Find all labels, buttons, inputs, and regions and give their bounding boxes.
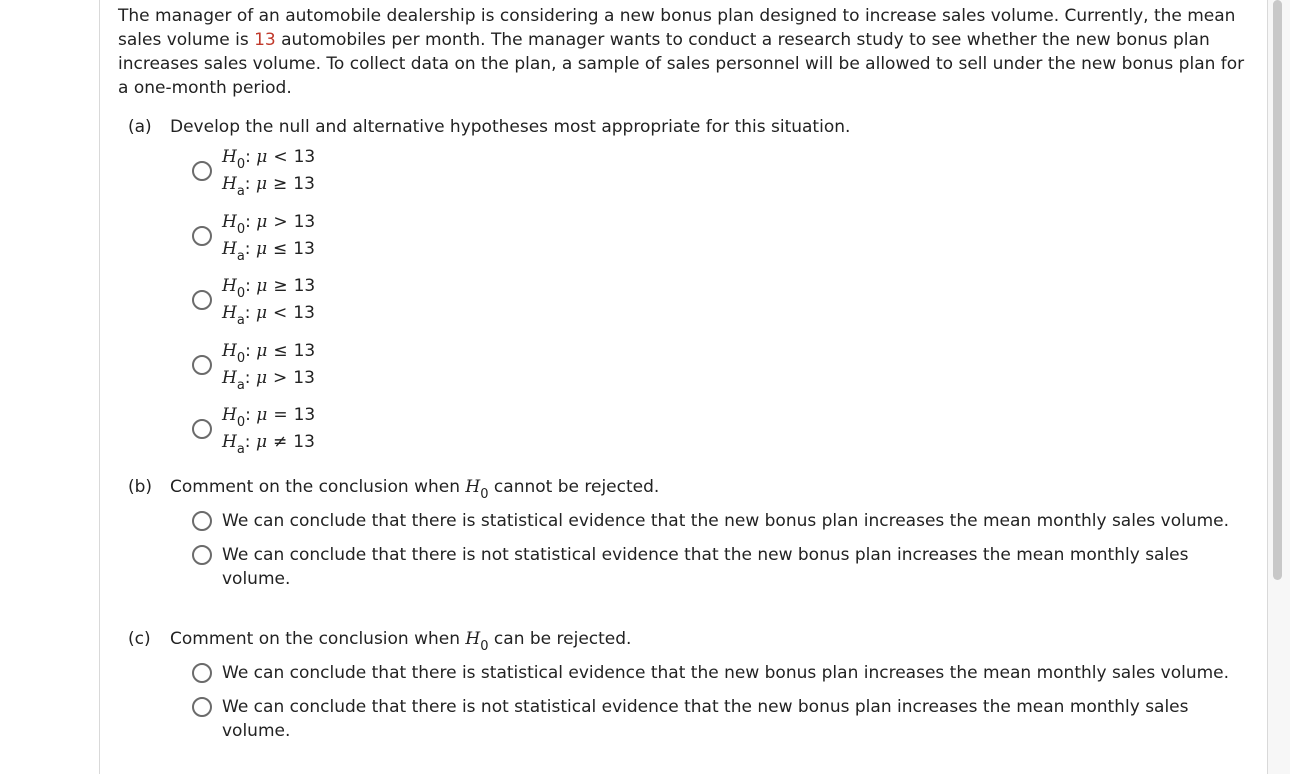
mu-symbol: μ [255,432,267,452]
hypothesis-value: 13 [293,276,316,296]
part-c-prompt [170,627,631,653]
null-hypothesis: $H_0$: μ < 13 [222,147,316,172]
mu-symbol: μ [256,340,268,361]
question-content [118,4,1253,767]
hypothesis-value: 13 [293,211,316,232]
part-c-option-1[interactable] [192,661,1242,685]
radio-button[interactable] [192,419,212,439]
radio-button[interactable] [192,355,212,375]
hypothesis-value: 13 [293,238,315,259]
null-hypothesis: $H_0$: μ ≤ 13 [222,340,316,366]
h-subscript: 0 [236,415,246,430]
hypothesis-value: 13 [293,340,316,361]
part-b-h-subscript: 0 [480,487,489,502]
mu-symbol: μ [255,303,267,323]
radio-button[interactable] [192,161,212,181]
hypothesis-value: 13 [293,147,316,167]
relation-symbol: ≥ [273,174,288,194]
h-symbol: H [222,405,237,425]
hypothesis-option[interactable] [118,147,518,207]
part-b-option-1[interactable] [192,509,1242,533]
relation-symbol: ≤ [273,340,288,361]
alternative-hypothesis: $H_a$: μ ≤ 13 [222,238,315,264]
h-symbol: H [222,147,237,167]
part-b-h-symbol: H [465,477,481,497]
radio-button[interactable] [192,511,212,531]
h-subscript: a [236,248,245,264]
part-b-heading [118,475,1253,501]
relation-symbol: ≥ [273,276,288,296]
intro-text-before: The manager of an automobile dealership is considering a new bonus plan designed to increase sales volume. Currently, the mean sales volume is [118,6,1236,50]
mu-symbol: μ [256,147,268,167]
h-subscript: 0 [236,221,246,237]
problem-statement [118,4,1253,100]
null-hypothesis: $H_0$: μ ≥ 13 [222,276,316,301]
part-b-option-2[interactable] [192,543,1242,591]
part-a-prompt: Develop the null and alternative hypotheses most appropriate for this situation. [170,117,851,137]
hypothesis-value: 13 [293,405,316,425]
part-a-letter: (a) [128,117,152,137]
scrollbar-thumb[interactable] [1273,0,1282,580]
part-c-h-symbol: H [465,629,481,649]
radio-button[interactable] [192,545,212,565]
part-b-prompt [170,475,659,501]
relation-symbol: ≤ [273,238,288,259]
part-c-letter: (c) [128,629,151,649]
null-hypothesis: $H_0$: μ > 13 [222,211,316,237]
part-b-option-2-label[interactable]: We can conclude that there is not statistical evidence that the new bonus plan increases the mean monthly sales volume. [222,545,1189,589]
mu-symbol: μ [256,405,268,425]
hypothesis-value: 13 [293,303,315,323]
h-symbol: H [222,432,237,452]
intro-text-after: automobiles per month. The manager wants to conduct a research study to see whether the new bonus plan increases sales volume. To collect data on the plan, a sample of sales personnel will be allowed to sell under the new bonus plan for a one-month period. [118,30,1245,98]
mu-symbol: μ [255,367,267,388]
radio-button[interactable] [192,663,212,683]
h-symbol: H [222,367,237,388]
part-c-option-2-label[interactable]: We can conclude that there is not statistical evidence that the new bonus plan increases the mean monthly sales volume. [222,697,1189,741]
mu-symbol: μ [255,174,267,194]
radio-button[interactable] [192,697,212,717]
hypothesis-value: 13 [293,367,315,388]
part-c-prompt-after: can be rejected. [488,629,632,649]
alternative-hypothesis: $H_a$: μ ≠ 13 [222,432,315,457]
h-subscript: 0 [236,286,246,301]
hypothesis-value: 13 [293,174,315,194]
mu-symbol: μ [256,211,268,232]
intro-mean-value: 13 [254,30,276,50]
hypothesis-option[interactable] [118,276,518,336]
mu-symbol: μ [256,276,268,296]
part-a [118,115,1253,475]
part-b-option-1-label[interactable]: We can conclude that there is statistical evidence that the new bonus plan increases the mean monthly sales volume. [222,511,1230,531]
hypothesis-option[interactable] [118,405,518,465]
h-subscript: a [236,184,245,199]
relation-symbol: < [273,303,288,323]
relation-symbol: > [273,367,288,388]
relation-symbol: = [273,405,288,425]
alternative-hypothesis: $H_a$: μ > 13 [222,367,315,393]
h-subscript: 0 [236,157,246,172]
null-hypothesis: $H_0$: μ = 13 [222,405,316,430]
h-symbol: H [222,303,237,323]
h-subscript: a [236,377,245,393]
part-a-heading [118,115,1253,139]
content-left-border [99,0,100,774]
h-symbol: H [222,211,237,232]
alternative-hypothesis: $H_a$: μ ≥ 13 [222,174,315,199]
hypothesis-option[interactable] [118,341,518,401]
relation-symbol: > [273,211,288,232]
h-subscript: 0 [236,350,246,366]
part-c-heading [118,627,1253,653]
part-c-prompt-before: Comment on the conclusion when [170,629,466,649]
h-symbol: H [222,276,237,296]
h-symbol: H [222,238,237,259]
h-symbol: H [222,340,237,361]
radio-button[interactable] [192,226,212,246]
part-c [118,627,1253,767]
h-symbol: H [222,174,237,194]
part-b-prompt-after: cannot be rejected. [488,477,660,497]
part-b-prompt-before: Comment on the conclusion when [170,477,466,497]
part-b [118,475,1253,627]
part-c-option-2[interactable] [192,695,1242,743]
alternative-hypothesis: $H_a$: μ < 13 [222,303,315,328]
hypothesis-value: 13 [293,432,315,452]
h-subscript: a [236,442,245,457]
relation-symbol: ≠ [273,432,288,452]
h-subscript: a [236,313,245,328]
relation-symbol: < [273,147,288,167]
part-c-h-subscript: 0 [480,639,489,654]
mu-symbol: μ [255,238,267,259]
hypothesis-option[interactable] [118,212,518,272]
part-b-letter: (b) [128,477,153,497]
radio-button[interactable] [192,290,212,310]
part-c-option-1-label[interactable]: We can conclude that there is statistical evidence that the new bonus plan increases the mean monthly sales volume. [222,663,1230,683]
